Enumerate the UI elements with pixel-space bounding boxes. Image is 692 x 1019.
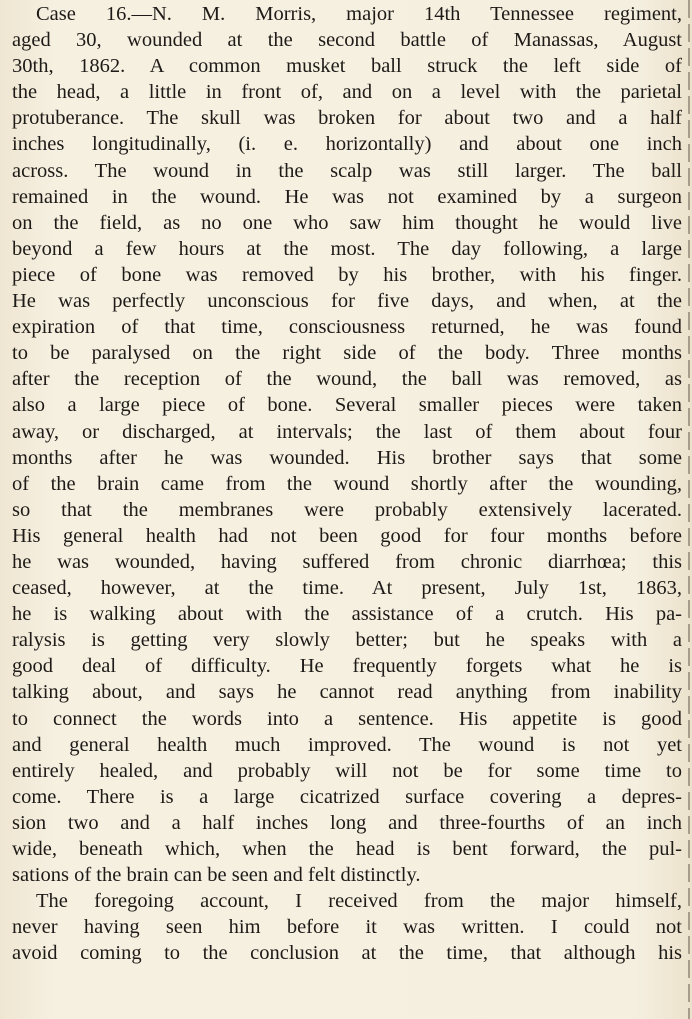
text-line: piece of bone was removed by his brother, with his finger.: [12, 263, 682, 286]
text-line: the head, a little in front of, and on a level with the parietal: [12, 81, 682, 104]
text-line: talking about, and says he cannot read anything from inability: [12, 681, 682, 704]
text-line: also a large piece of bone. Several smaller pieces were taken: [12, 394, 682, 417]
document-body: [12, 1, 682, 966]
text-line: and general health much improved. The wound is not yet: [12, 733, 682, 756]
text-line: He was perfectly unconscious for five days, and when, at the: [12, 290, 682, 313]
text-line: entirely healed, and probably will not be for some time to: [12, 759, 682, 782]
text-line: 30th, 1862. A common musket ball struck the left side of: [12, 55, 682, 78]
text-line: Case 16.—N. M. Morris, major 14th Tennessee regiment,: [36, 3, 682, 25]
text-line: away, or discharged, at intervals; the last of them about four: [12, 420, 682, 443]
text-line: ceased, however, at the time. At present, July 1st, 1863,: [12, 577, 682, 600]
text-line: he is walking about with the assistance of a crutch. His pa-: [12, 603, 682, 626]
text-line: he was wounded, having suffered from chronic diarrhœa; this: [12, 550, 682, 573]
text-line: aged 30, wounded at the second battle of Manassas, August: [12, 29, 682, 52]
text-line: The foregoing account, I received from the major himself,: [36, 890, 682, 913]
text-line: protuberance. The skull was broken for about two and a half: [12, 107, 682, 130]
text-line: His general health had not been good for four months before: [12, 524, 682, 547]
paragraph-case-16: [12, 1, 682, 888]
text-line: avoid coming to the conclusion at the time, that although his: [12, 942, 682, 965]
paragraph-foregoing-account: [12, 888, 682, 966]
text-line: to be paralysed on the right side of the body. Three months: [12, 342, 682, 365]
text-line: sations of the brain can be seen and felt distinctly.: [12, 864, 421, 887]
text-line: of the brain came from the wound shortly after the wounding,: [12, 472, 682, 495]
text-line: ralysis is getting very slowly better; but he speaks with a: [12, 629, 682, 652]
text-line: to connect the words into a sentence. His appetite is good: [12, 707, 682, 730]
text-line: wide, beneath which, when the head is bent forward, the pul-: [12, 838, 682, 860]
text-line: months after he was wounded. His brother says that some: [12, 446, 682, 469]
text-line: inches longitudinally, (i. e. horizontally) and about one inch: [12, 133, 682, 156]
text-line: good deal of difficulty. He frequently forgets what he is: [12, 655, 682, 678]
text-line: come. There is a large cicatrized surface covering a depres-: [12, 785, 682, 808]
text-line: across. The wound in the scalp was still larger. The ball: [12, 159, 682, 182]
text-line: expiration of that time, consciousness returned, he was found: [12, 316, 682, 339]
text-line: remained in the wound. He was not examined by a surgeon: [12, 185, 682, 208]
column-rule: [688, 0, 690, 1019]
text-line: so that the membranes were probably extensively lacerated.: [12, 498, 682, 521]
text-line: beyond a few hours at the most. The day following, a large: [12, 237, 682, 260]
text-line: after the reception of the wound, the ball was removed, as: [12, 368, 682, 391]
text-line: never having seen him before it was written. I could not: [12, 916, 682, 939]
text-line: sion two and a half inches long and three-fourths of an inch: [12, 811, 682, 834]
text-line: on the field, as no one who saw him thought he would live: [12, 211, 682, 234]
